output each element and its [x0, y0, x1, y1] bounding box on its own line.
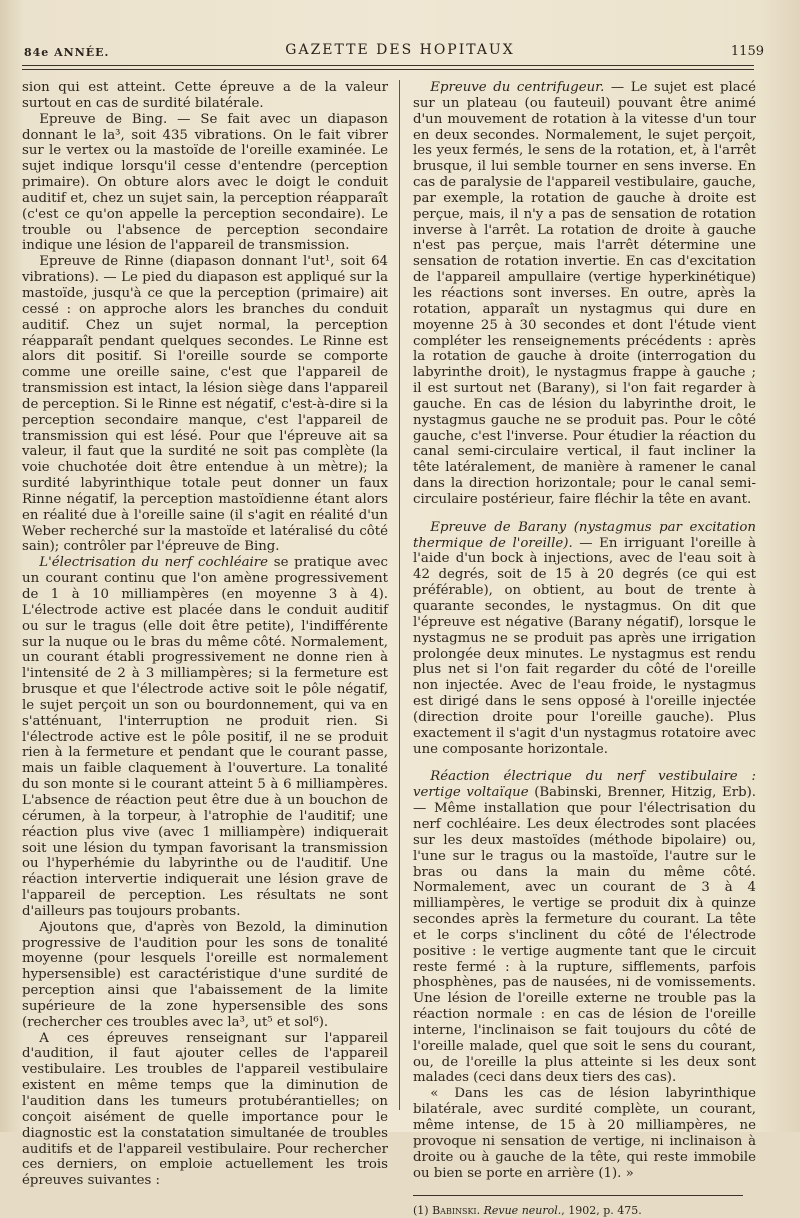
paragraph-text: se pratique avec un courant continu que l'on amène progressivement de 1 à 10 milliampères (en moyenne 3 à 4). L'électrode active est placée dans le conduit auditif ou sur le tragus (elle doit être petite), l'indifférente sur la nuque ou le bras du même côté. Normalement, un courant établi progressivement ne donne rien à l'intensité de 2 à 3 milliampères; si la fermeture est brusque et que l'électrode active soit le pôle négatif, le sujet perçoit un son ou bourdonnement, qui va en s'atténuant, l'interruption ne produit rien. Si l'électrode active est le pôle positif, il ne se produit rien à la fermeture et pendant que le courant passe, mais un faible claquement à l'ouverture. La tonalité du son monte si le courant atteint 5 à 6 milliampères. L'absence de réaction peut être due à un bouchon de cérumen, à la torpeur, à l'atrophie de l'auditif; une réaction plus vive (avec 1 milliampère) indiquerait soit une lésion du tympan favorisant la transmission ou l'hyperhémie du labyrinthe ou de l'auditif. Une réaction intervertie indiquerait une lésion grave de l'appareil de perception. Les résultats ne sont d'ailleurs pas toujours probants. — [22, 555, 388, 919]
paragraph-text: (Babinski, Brenner, Hitzig, Erb). — Même installation que pour l'électrisation du nerf cochléaire. Les deux électrodes sont placées sur les deux mastoïdes (méthode bipolaire) ou, l'une sur le tragus ou la mastoïde, l'autre sur le bras ou dans la main du même côté. Normalement, avec un courant de 3 à 4 milliampères, le vertige se produit dix à quinze secondes après la fermeture du courant. La tête et le corps s'inclinent du côté de l'électrode positive : le vertige augmente tant que le circuit reste fermé : à la rupture, sifflements, parfois phosphènes, pas de nausées, ni de vomissements. Une lésion de l'oreille externe ne trouble pas la réaction normale : en cas de lésion de l'oreille interne, l'inclinaison se fait toujours du côté de l'oreille malade, quel que soit le sens du courant, ou, de l'oreille la plus atteinte si les deux sont malades (ceci dans deux tiers des cas). — [413, 785, 756, 1086]
paragraph-bing: Epreuve de Bing. — Se fait avec un diapason donnant le la³, soit 435 vibrations. On le fait vibrer sur le vertex ou la mastoïde de l'oreille examinée. Le sujet indique lorsqu'il cesse d'entendre (perception primaire). On obture alors avec le doigt le conduit auditif et, chez un sujet sain, la perception réapparaît (c'est ce qu'on appelle la perception secondaire). Le trouble ou l'absence de perception secondaire indique une lésion de l'appareil de transmission. — [22, 111, 388, 254]
section-heading: L'électrisation du nerf cochléaire — [39, 555, 269, 571]
paragraph-centrifugeur — [413, 80, 756, 508]
page-header — [0, 0, 800, 72]
footnote-rule — [413, 1195, 743, 1196]
paragraph-vertige — [413, 769, 756, 1086]
header-rule-top — [22, 65, 754, 66]
paragraph-rinne: Epreuve de Rinne (diapason donnant l'ut¹, soit 64 vibrations). — Le pied du diapason est appliqué sur la mastoïde, jusqu'à ce que la perception (primaire) ait cessé : on approche alors les branches du conduit auditif. Chez un sujet normal, la perception réapparaît pendant quelques secondes. Le Rinne est alors dit positif. Si l'oreille sourde se comporte comme une oreille saine, c'est que l'appareil de transmission est intact, la lésion siège dans l'appareil de perception. Si le Rinne est négatif, c'est-à-dire si la perception secondaire manque, c'est l'appareil de transmission qui est lésé. Pour que l'épreuve ait sa valeur, il faut que la surdité ne soit pas complète (la voie chuchotée doit être entendue à un mètre); la surdité labyrinthique totale peut donner un faux Rinne négatif, la perception mastoïdienne étant alors en réalité due à l'oreille saine (il s'agit en réalité d'un Weber recherché sur la mastoïde et latéralisé du côté sain); contrôler par l'épreuve de Bing. — [22, 254, 388, 555]
paragraph: sion qui est atteint. Cette épreuve a de la valeur surtout en cas de surdité bilatérale. — [22, 80, 388, 111]
column-divider — [399, 80, 400, 1110]
header-rule-bottom — [22, 69, 754, 70]
section-heading: Réaction électrique du nerf vestibulaire : vertige voltaïque — [413, 769, 756, 801]
paragraph-text: — Le sujet est placé sur un plateau (ou fauteuil) pouvant être animé d'un mouvement de rotation à la vitesse d'un tour en deux secondes. Normalement, le sujet perçoit, les yeux fermés, le sens de la rotation, et, à l'arrêt brusque, il lui semble tourner en sens inverse. En cas de paralysie de l'appareil vestibulaire, gauche, par exemple, la rotation de gauche à droite est perçue, mais, il n'y a pas de sensation de rotation inverse à l'arrêt. La rotation de droite à gauche n'est pas perçue, mais l'arrêt détermine une sensation de rotation invertie. En cas d'excitation de l'appareil ampullaire (vertige hyperkinétique) les réactions sont inverses. En outre, après la rotation, apparaît un nystagmus qui dure en moyenne 25 à 30 secondes et dont l'étude vient compléter les renseignements précédents : après la rotation de gauche à droite (interrogation du labyrinthe droit), le nystagmus frappe à gauche ; il est surtout net (Barany), si l'on fait regarder à gauche. En cas de lésion du labyrinthe droit, le nystagmus gauche ne se produit pas. Pour le côté gauche, c'est l'inverse. Pour étudier la réaction du canal semi-circulaire vertical, il faut incliner la tête latéralement, de manière à ramener le canal dans la direction horizontale; pour le canal semi-circulaire postérieur, faire fléchir la tête en avant. — [413, 80, 756, 507]
paragraph-vestibulaire: A ces épreuves renseignant sur l'appareil d'audition, il faut ajouter celles de l'appareil vestibulaire. Les troubles de l'appareil vestibulaire existent en même temps que la diminution de l'audition dans les tumeurs protubérantielles; on conçoit aisément de quelle importance pour le diagnostic est la constatation simultanée de troubles auditifs et de l'appareil vestibulaire. Pour rechercher ces derniers, on emploie actuellement les trois épreuves suivantes : — [22, 1030, 388, 1189]
journal-title: GAZETTE DES HOPITAUX — [285, 42, 515, 58]
paragraph-electrisation — [22, 555, 388, 919]
page-number: 1159 — [730, 44, 764, 59]
footnote-author: Babinski. — [432, 1204, 481, 1218]
paragraph-text: — En irriguant l'oreille à l'aide d'un bock à injections, avec de l'eau soit à 42 degrés, soit de 15 à 20 degrés (ce qui est préférable), on obtient, au bout de trente à quarante secondes, le nystagmus. On dit que l'épreuve est négative (Barany négatif), lorsque le nystagmus ne se produit pas après une irrigation prolongée deux minutes. Le nystagmus est rendu plus net si l'on fait regarder du côté de l'oreille non injectée. Avec de l'eau froide, le nystagmus est dirigé dans le sens opposé à l'oreille injectée (direction droite pour l'oreille gauche). Plus exactement il s'agit d'un nystagmus rotatoire avec une composante horizontale. — [413, 535, 756, 757]
footnote-rest: , 1902, p. 475. — [561, 1204, 642, 1218]
section-heading: Epreuve de Barany (nystagmus par excitation thermique de l'oreille). — [413, 519, 756, 551]
paragraph-bezold: Ajoutons que, d'après von Bezold, la diminution progressive de l'audition pour les sons de tonalité moyenne (pour lesquels l'oreille est normalement hypersensible) est caractéristique d'une surdité de perception ainsi que l'abaissement de la limite supérieure de la zone hypersensible des sons (rechercher ces troubles avec la³, ut⁵ et sol⁶). — [22, 919, 388, 1030]
footnote-journal: Revue neurol. — [483, 1204, 562, 1218]
section-heading: Epreuve du centrifugeur. — [430, 80, 605, 95]
right-column — [413, 80, 756, 1218]
footnote — [413, 1204, 756, 1218]
footnote-mark: (1) — [413, 1204, 433, 1218]
paragraph-barany — [413, 520, 756, 758]
paragraph-quote: « Dans les cas de lésion labyrinthique bilatérale, avec surdité complète, un courant, même intense, de 15 à 20 milliampères, ne provoque ni sensation de vertige, ni inclinaison à droite ou à gauche de la tête, qui reste immobile ou bien se porte en arrière (1). » — [413, 1086, 756, 1181]
left-column — [22, 80, 388, 1189]
volume-label: 84e ANNÉE. — [24, 46, 110, 59]
